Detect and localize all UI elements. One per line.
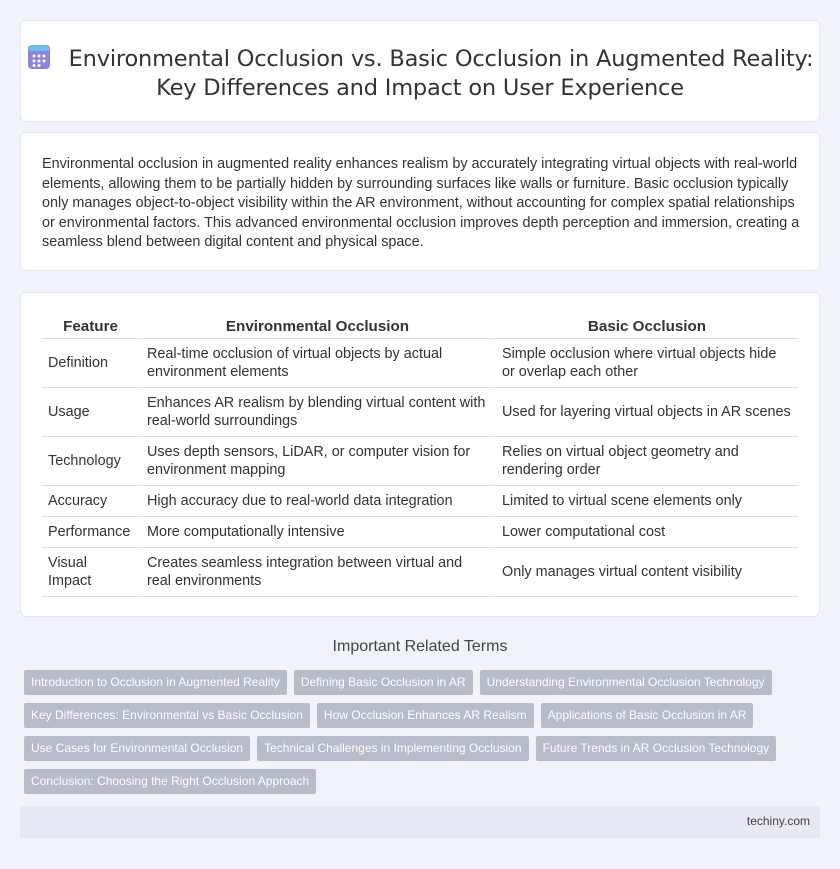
related-term-link[interactable]: Technical Challenges in Implementing Occlusion	[257, 736, 528, 761]
cell-basic: Relies on virtual object geometry and rendering order	[494, 437, 798, 486]
header-basic: Basic Occlusion	[494, 314, 798, 339]
table-row	[42, 437, 798, 486]
title-card	[20, 20, 820, 122]
cell-environmental: Creates seamless integration between virtual and real environments	[139, 548, 494, 597]
cell-basic: Used for layering virtual objects in AR scenes	[494, 388, 798, 437]
related-term-link[interactable]: Conclusion: Choosing the Right Occlusion Approach	[24, 769, 316, 794]
table-row	[42, 517, 798, 548]
cell-feature: Visual Impact	[42, 548, 139, 597]
table-header-row	[42, 314, 798, 339]
related-term-link[interactable]: Defining Basic Occlusion in AR	[294, 670, 473, 695]
header-environmental: Environmental Occlusion	[139, 314, 494, 339]
related-term-link[interactable]: Use Cases for Environmental Occlusion	[24, 736, 250, 761]
page-title	[21, 44, 819, 103]
table-row	[42, 486, 798, 517]
summary-card	[20, 132, 820, 271]
cell-environmental: Uses depth sensors, LiDAR, or computer vision for environment mapping	[139, 437, 494, 486]
document-icon	[27, 44, 51, 70]
related-term-link[interactable]: Future Trends in AR Occlusion Technology	[536, 736, 777, 761]
cell-basic: Only manages virtual content visibility	[494, 548, 798, 597]
related-term-link[interactable]: Introduction to Occlusion in Augmented Reality	[24, 670, 287, 695]
summary-text: Environmental occlusion in augmented reality enhances realism by accurately integrating virtual objects with real-world elements, allowing them to be partially hidden by surrounding surfaces like walls or furniture. Basic occlusion typically only manages object-to-object visibility within the AR environment, without accounting for complex spatial relationships or environmental factors. This advanced environmental occlusion improves depth perception and immersion, creating a seamless blend between digital content and physical space.	[42, 156, 800, 251]
cell-basic: Lower computational cost	[494, 517, 798, 548]
title-text: Environmental Occlusion vs. Basic Occlusion in Augmented Reality: Key Differences and Impact on User Experience	[68, 46, 814, 101]
cell-environmental: Enhances AR realism by blending virtual content with real-world surroundings	[139, 388, 494, 437]
cell-feature: Performance	[42, 517, 139, 548]
cell-basic: Simple occlusion where virtual objects hide or overlap each other	[494, 339, 798, 388]
comparison-table-card	[20, 292, 820, 617]
footer-site-link[interactable]: techiny.com	[746, 814, 810, 828]
cell-environmental: Real-time occlusion of virtual objects by actual environment elements	[139, 339, 494, 388]
table-row	[42, 388, 798, 437]
table-row	[42, 548, 798, 597]
related-term-link[interactable]: Key Differences: Environmental vs Basic Occlusion	[24, 703, 310, 728]
footer	[20, 806, 820, 838]
cell-environmental: High accuracy due to real-world data integration	[139, 486, 494, 517]
header-feature: Feature	[42, 314, 139, 339]
cell-feature: Usage	[42, 388, 139, 437]
cell-basic: Limited to virtual scene elements only	[494, 486, 798, 517]
related-term-link[interactable]: Applications of Basic Occlusion in AR	[541, 703, 754, 728]
cell-feature: Accuracy	[42, 486, 139, 517]
related-terms-list	[24, 670, 814, 802]
comparison-table	[42, 314, 798, 597]
related-terms-heading: Important Related Terms	[332, 638, 508, 655]
cell-feature: Definition	[42, 339, 139, 388]
cell-feature: Technology	[42, 437, 139, 486]
table-row	[42, 339, 798, 388]
related-term-link[interactable]: How Occlusion Enhances AR Realism	[317, 703, 534, 728]
related-term-link[interactable]: Understanding Environmental Occlusion Technology	[480, 670, 772, 695]
cell-environmental: More computationally intensive	[139, 517, 494, 548]
